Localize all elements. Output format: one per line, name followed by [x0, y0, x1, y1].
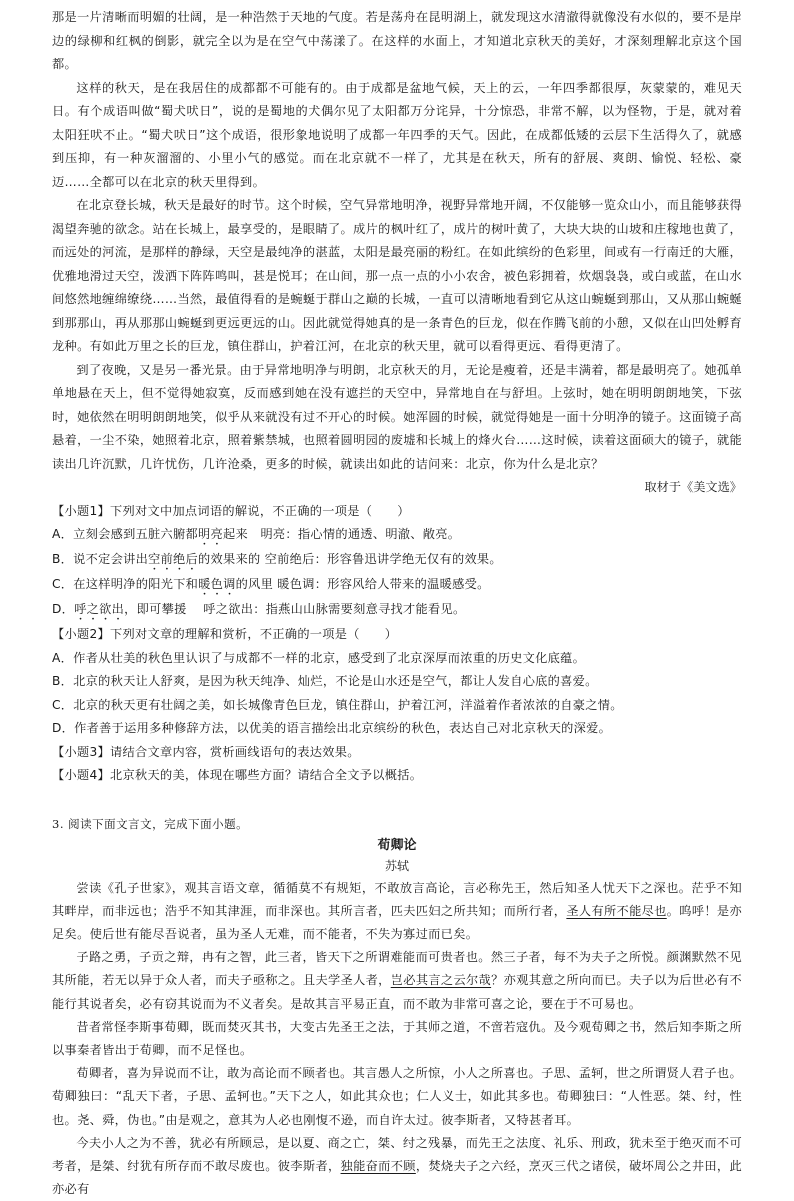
- text-run: 起来 明亮：指心情的通透、明澈、敞亮。: [222, 527, 461, 541]
- essay-author: 苏轼: [384, 858, 409, 873]
- dotted-word: 明亮: [198, 527, 223, 541]
- question-4: 【小题4】北京秋天的美，体现在哪些方面？请结合全文予以概括。: [52, 768, 423, 782]
- text-run: 尝读《孔子世家》，观其言语文章，循循莫不有规矩，不敢放言高论，言必称先王，然后知圣人忧天下之深也。茫乎不知其畔岸，而非远也；浩乎不知其津涯，而非深也。其所言者，匹夫匹妇之所共知；而所行者，: [52, 880, 742, 918]
- question-2-option-a: A．作者从壮美的秋色里认识了与成都不一样的北京，感受到了北京深厚而浓重的历史文化底蕴。: [52, 650, 586, 665]
- reading-paragraph: [52, 194, 742, 359]
- question-2-option-c: C．北京的秋天更有壮阔之美，如长城像青色巨龙，镇住群山，护着江河，洋溢着作者浓浓的自豪之情。: [52, 697, 623, 712]
- question-1-option-a: [52, 523, 742, 548]
- text-run: ，即可攀援 呼之欲出：指燕山山脉需要刻意寻找才能看见。: [124, 602, 466, 616]
- text-run: C．在这样明净的阳光下和: [52, 577, 199, 591]
- classical-paragraph: [52, 1132, 742, 1201]
- text-run: A．立刻会感到五脏六腑都: [52, 527, 198, 541]
- text-run: ，焚烧夫子之六经，烹灭三代之诸侯，破坏周公之井田，此亦必有: [52, 1158, 742, 1197]
- classical-paragraph: [52, 877, 742, 947]
- dotted-word: 暖色调: [198, 577, 236, 591]
- classical-paragraph: 昔者常怪李斯事荀卿，既而焚灭其书，大变古先圣王之法，于其师之道，不啻若寇仇。及今观荀卿之书，然后知李斯之所以事秦者皆出于荀卿，而不足怪也。: [52, 1019, 742, 1057]
- question-1-option-b: [52, 548, 742, 573]
- underlined-sentence: 岂必其言之云尔哉: [390, 973, 492, 988]
- question-2-stem: 【小题2】下列对文章的理解和赏析，不正确的一项是（ ）: [52, 627, 398, 641]
- text-run: D．: [52, 602, 75, 616]
- reading-paragraph: 这样的秋天，是在我居住的成都都不可能有的。由于成都是盆地气候，天上的云，一年四季都很厚，灰蒙蒙的，难见天日。有个成语叫做“蜀犬吠日”，说的是蜀地的犬偶尔见了太阳都万分诧异，十分惊恐，非常不解，以为怪物，于是，就对着太阳狂吠不止。“蜀犬吠日”这个成语，很形象地说明了成都一年四季的天气。因此，在成都低矮的云层下生活得久了，就感到压抑，有一种灰溜溜的、小里小气的感觉。而在北京就不一样了，尤其是在秋天，所有的舒展、爽朗、愉悦、轻松、豪迈……全都可以在北京的秋天里得到。: [52, 80, 742, 189]
- question-1-stem: 【小题1】下列对文中加点词语的解说，不正确的一项是（ ）: [52, 503, 410, 518]
- classical-paragraph: 荀卿者，喜为异说而不让，敢为高论而不顾者也。其言愚人之所惊，小人之所喜也。子思、孟轲，世之所谓贤人君子也。荀卿独曰：“乱天下者，子思、孟轲也。”天下之人，如此其众也；仁人义士，如此其多也。荀卿独曰：“人性恶。桀、纣，性也。尧、舜，伪也。”由是观之，意其为人必也刚愎不逊，而自许太过。彼李斯者，又特甚者耳。: [52, 1066, 742, 1127]
- reading-paragraph: 那是一片清晰而明媚的壮阔，是一种浩然于天地的气度。若是荡舟在昆明湖上，就发现这水清澈得就像没有水似的，要不是岸边的绿柳和红枫的倒影，就完全以为是在空气中荡漾了。在这样的水面上，才知道北京秋天的美好，才深刻理解北京这个国都。: [52, 10, 742, 71]
- question-1-option-c: [52, 573, 742, 598]
- question-1-option-d: [52, 598, 742, 623]
- section-3-heading: 3. 阅读下面文言文，完成下面小题。: [52, 816, 249, 831]
- text-run: 一直可以清晰地看到它从这山蜿蜒到那山，又从那山蜿蜒到那那山，再从那那山蜿蜒到更远更远的山。: [52, 292, 743, 330]
- text-run: 的风里 暖色调：形容风给人带来的温暖感受。: [235, 577, 490, 591]
- text-run: ？亦观其意之所向而已。夫子以为后世必有不能行其说者矣，必有窃其说而为不义者矣。是故其言平易正直，而不敢为非常可喜之论，要在于不可易也。: [52, 973, 743, 1011]
- underlined-sentence: 独能奋而不顾: [340, 1158, 416, 1173]
- dotted-word: 空前绝后: [148, 552, 199, 566]
- text-run: 的效果来的 空前绝后：形容鲁迅讲学绝无仅有的效果。: [198, 552, 502, 566]
- text-run: 今夫小人之为不善，犹必有所顾忌，是以夏、商之亡，桀、纣之残暴，而先王之法度、礼乐、刑政，犹未至于绝灭而不可考者，是桀、纣犹有所存而不敢尽废也。彼李斯者，: [52, 1135, 742, 1173]
- text-run: 在北京登长城，秋天是最好的时节。这个时候，空气异常地明净，视野异常地开阔，不仅能够一览众山小，而且能够获得渴望奔驰的欲念。站在长城上，最享受的，是眼睛了。成片的枫叶红了，成片的树叶黄了，大块大块的山坡和庄稼地也黄了，而远处的河流，是那样的静绿，天空是最纯净的湛蓝，太阳是最亮丽的粉红。在如此缤纷的色彩里，间或有一行南迁的大雁，优雅地滑过天空，泼洒下阵阵鸣叫，甚是悦耳；在山间，那一点一点的小小农舍，被色彩拥着，炊烟袅袅，或白或蓝，在山水间悠然地缠绵缭绕……当然，最值得看的是蜿蜒于群山之巅的长城，: [52, 198, 742, 306]
- source-attribution: 取材于《美文选》: [644, 480, 742, 494]
- dotted-word: 呼之欲出: [74, 602, 125, 616]
- question-2-option-b: B．北京的秋天让人舒爽，是因为秋天纯净、灿烂，不论是山水还是空气，都让人发自心底的喜爱。: [52, 674, 598, 688]
- text-run: 因此就觉得她真的是一条青色的巨龙，似在作腾飞前的小憩，又似在山凹处孵育龙种。有如此万里之长的巨龙，镇住群山，护着江河，在北京的秋天里，就可以看得更远、看得更清了。: [52, 315, 743, 353]
- question-2-option-d: D．作者善于运用多种修辞方法，以优美的语言描绘出北京缤纷的秋色，表达自己对北京秋天的深爱。: [52, 721, 612, 735]
- classical-paragraph: [52, 946, 742, 1016]
- text-run: B．说不定会讲出: [52, 552, 149, 566]
- question-3: 【小题3】请结合文章内容，赏析画线语句的表达效果。: [52, 744, 360, 759]
- underlined-sentence: 圣人有所不能尽也: [566, 903, 667, 918]
- text-run: 子路之勇，子贡之辩，冉有之智，此三者，皆天下之所谓难能而可贵者也。然三子者，每不为夫子之所悦。颜渊默然不见其所能，若无以异于众人者，而夫子亟称之。且夫学圣人者，: [52, 950, 742, 988]
- document-page: [52, 6, 742, 1201]
- reading-paragraph: 到了夜晚，又是另一番光景。由于异常地明净与明朗，北京秋天的月，无论是瘦着，还是丰满着，都是最明亮了。她孤单单地悬在天上，但不觉得她寂寞，反而感到她在没有遮拦的天空中，异常地自在与舒坦。上弦时，她在明明朗朗地笑，下弦时，她依然在明明朗朗地笑，似乎从来就没有过不开心的时候。她浑圆的时候，就觉得她是一面十分明净的镜子。这面镜子高悬着，一尘不染，她照着北京，照着紫禁城，也照着圆明园的废墟和长城上的烽火台……这时候，读着这面硕大的镜子，就能读出几许沉默，几许忧伤，几许沧桑，更多的时候，就读出如此的诘问来：北京，你为什么是北京？: [52, 362, 742, 471]
- essay-title: 荀卿论: [377, 837, 417, 853]
- text-run: 。呜呼！是亦足矣。使后世有能尽吾说者，虽为圣人无难，而不能者，不失为寡过而已矣。: [52, 903, 742, 941]
- section-gap: [52, 788, 742, 814]
